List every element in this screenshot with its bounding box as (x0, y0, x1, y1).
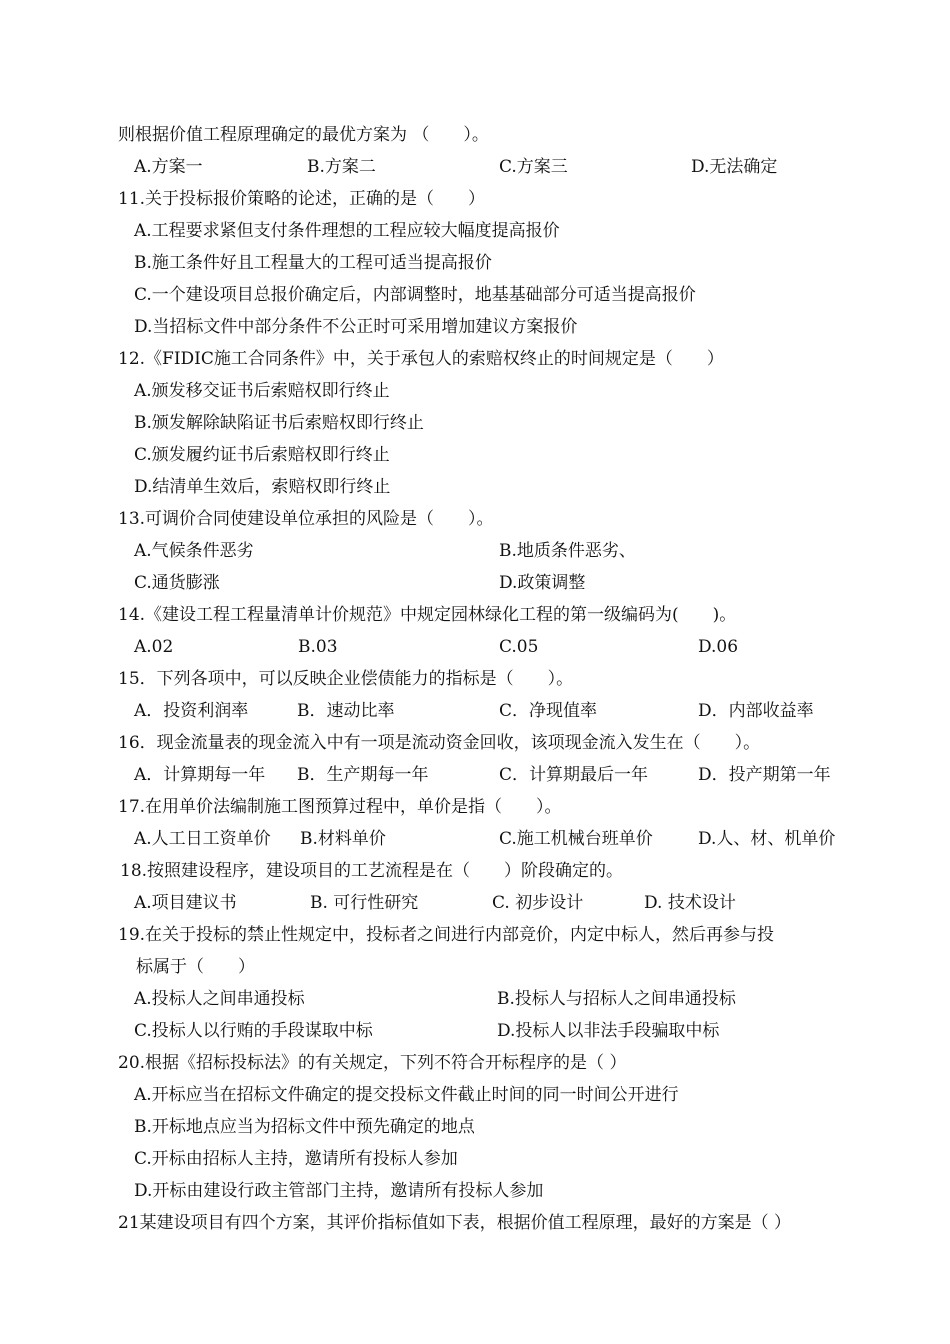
line-text: 20.根据《招标投标法》的有关规定，下列不符合开标程序的是（ ） (118, 1053, 627, 1073)
option-choice: C．计算期最后一年 (499, 765, 649, 785)
line-text: 21某建设项目有四个方案，其评价指标值如下表，根据价值工程原理，最好的方案是（ ） (118, 1213, 792, 1233)
text-line (0, 471, 950, 503)
line-text: 18.按照建设程序，建设项目的工艺流程是在（ ）阶段确定的。 (120, 861, 624, 881)
text-line (0, 1143, 950, 1175)
line-text: A.开标应当在招标文件确定的提交投标文件截止时间的同一时间公开进行 (134, 1085, 679, 1105)
text-line (0, 439, 950, 471)
text-line (0, 791, 950, 823)
option-choice: D.无法确定 (691, 157, 778, 177)
option-choice: B. 可行性研究 (310, 893, 419, 913)
line-text: 15．下列各项中，可以反映企业偿债能力的指标是（ ）。 (118, 669, 574, 689)
option-choice: A.02 (134, 637, 174, 657)
option-choice: B.03 (298, 637, 338, 657)
line-text: B.开标地点应当为招标文件中预先确定的地点 (134, 1117, 475, 1137)
option-row (0, 567, 950, 599)
text-line (0, 599, 950, 631)
option-choice: A．计算期每一年 (134, 765, 266, 785)
option-choice: A．投资利润率 (134, 701, 249, 721)
option-choice: D．内部收益率 (698, 701, 814, 721)
text-line (0, 407, 950, 439)
text-line (0, 503, 950, 535)
option-row (0, 151, 950, 183)
line-text: C.颁发履约证书后索赔权即行终止 (134, 445, 390, 465)
line-text: A.颁发移交证书后索赔权即行终止 (134, 381, 390, 401)
option-row (0, 1015, 950, 1047)
text-line (0, 1047, 950, 1079)
line-text: D.当招标文件中部分条件不公正时可采用增加建议方案报价 (134, 317, 578, 337)
option-row (0, 535, 950, 567)
option-choice: B.材料单价 (300, 829, 386, 849)
option-choice: A.投标人之间串通投标 (134, 989, 305, 1009)
line-text: 11.关于投标报价策略的论述，正确的是（ ） (118, 189, 486, 209)
option-choice: A.方案一 (134, 157, 203, 177)
option-row (0, 759, 950, 791)
option-choice: D.政策调整 (499, 573, 586, 593)
text-line (0, 855, 950, 887)
option-choice: B．生产期每一年 (297, 765, 429, 785)
option-choice: D. 技术设计 (644, 893, 736, 913)
line-text: 14.《建设工程工程量清单计价规范》中规定园林绿化工程的第一级编码为( )。 (118, 605, 737, 625)
line-text: 19.在关于投标的禁止性规定中，投标者之间进行内部竞价，内定中标人，然后再参与投 (118, 925, 775, 945)
option-choice: C.方案三 (499, 157, 568, 177)
text-line (0, 919, 950, 951)
option-row (0, 631, 950, 663)
line-text: B.颁发解除缺陷证书后索赔权即行终止 (134, 413, 424, 433)
option-choice: A.项目建议书 (134, 893, 237, 913)
line-text: D.开标由建设行政主管部门主持，邀请所有投标人参加 (134, 1181, 544, 1201)
option-choice: B.投标人与招标人之间串通投标 (497, 989, 736, 1009)
text-line (0, 311, 950, 343)
line-text: A.工程要求紧但支付条件理想的工程应较大幅度提高报价 (134, 221, 560, 241)
option-choice: C.施工机械台班单价 (499, 829, 653, 849)
option-choice: C.05 (499, 637, 539, 657)
text-line (0, 951, 950, 983)
option-choice: A.气候条件恶劣 (134, 541, 254, 561)
option-choice: C.投标人以行贿的手段谋取中标 (134, 1021, 373, 1041)
text-line (0, 183, 950, 215)
option-choice: A.人工日工资单价 (134, 829, 271, 849)
option-choice: B.地质条件恶劣、 (499, 541, 636, 561)
option-choice: D.06 (698, 637, 739, 657)
option-choice: D.人、材、机单价 (698, 829, 836, 849)
line-text: 标属于（ ） (136, 957, 255, 977)
text-line (0, 663, 950, 695)
option-choice: D.投标人以非法手段骗取中标 (497, 1021, 720, 1041)
line-text: D.结清单生效后，索赔权即行终止 (134, 477, 391, 497)
option-choice: B.方案二 (307, 157, 376, 177)
text-line (0, 727, 950, 759)
option-choice: C．净现值率 (499, 701, 598, 721)
text-line (0, 1175, 950, 1207)
option-choice: C. 初步设计 (492, 893, 584, 913)
text-line (0, 343, 950, 375)
line-text: C.一个建设项目总报价确定后，内部调整时，地基基础部分可适当提高报价 (134, 285, 696, 305)
text-line (0, 119, 950, 151)
line-text: 16．现金流量表的现金流入中有一项是流动资金回收，该项现金流入发生在（ ）。 (118, 733, 761, 753)
text-line (0, 1207, 950, 1239)
text-line (0, 1079, 950, 1111)
option-row (0, 823, 950, 855)
text-line (0, 215, 950, 247)
option-row (0, 695, 950, 727)
line-text: 12.《FIDIC施工合同条件》中，关于承包人的索赔权终止的时间规定是（ ） (118, 349, 724, 369)
text-line (0, 375, 950, 407)
option-choice: B．速动比率 (297, 701, 395, 721)
line-text: 13.可调价合同使建设单位承担的风险是（ ）。 (118, 509, 494, 529)
option-choice: C.通货膨涨 (134, 573, 220, 593)
line-text: 则根据价值工程原理确定的最优方案为 （ ）。 (118, 125, 489, 145)
option-row (0, 983, 950, 1015)
text-line (0, 279, 950, 311)
option-row (0, 887, 950, 919)
line-text: 17.在用单价法编制施工图预算过程中，单价是指（ ）。 (118, 797, 562, 817)
text-line (0, 1111, 950, 1143)
text-line (0, 247, 950, 279)
line-text: B.施工条件好且工程量大的工程可适当提高报价 (134, 253, 492, 273)
line-text: C.开标由招标人主持，邀请所有投标人参加 (134, 1149, 458, 1169)
option-choice: D．投产期第一年 (698, 765, 831, 785)
